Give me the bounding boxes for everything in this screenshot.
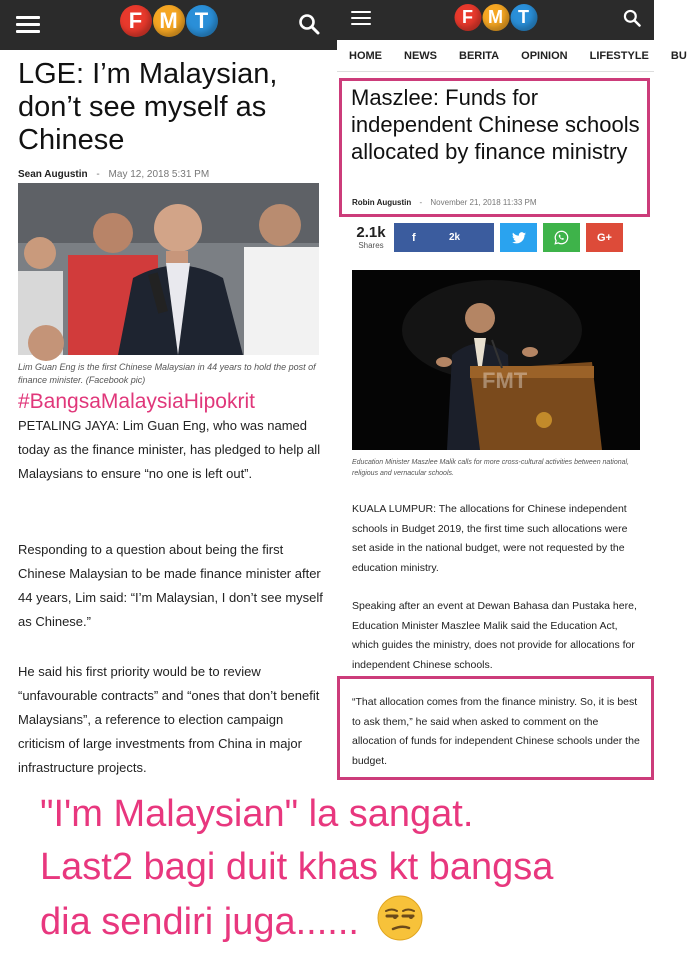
article-paragraph: PETALING JAYA: Lim Guan Eng, who was named today as the finance minister, has pledged to help all Malaysians to ensure “no one is left out”. — [18, 418, 321, 481]
right-article-screenshot — [337, 0, 687, 782]
facebook-icon: f — [412, 231, 416, 244]
hamburger-menu-icon[interactable] — [16, 16, 40, 34]
author-name[interactable]: Sean Augustin — [18, 169, 88, 180]
byline — [18, 169, 209, 180]
comment-line: "I'm Malaysian" la sangat. — [40, 793, 474, 835]
section-nav — [337, 40, 687, 72]
facebook-share-count: 2k — [449, 232, 461, 243]
comment-line: Last2 bagi duit khas kt bangsa — [40, 846, 554, 888]
nav-lifestyle[interactable]: LIFESTYLE — [589, 49, 649, 62]
article-title[interactable]: Maszlee: Funds for independent Chinese schools allocated by finance ministry — [351, 85, 640, 164]
article-photo — [352, 270, 640, 450]
search-icon[interactable] — [622, 8, 642, 28]
publish-date: May 12, 2018 5:31 PM — [108, 169, 210, 180]
comment-line: dia sendiri juga...... — [40, 901, 359, 943]
article-photo — [18, 183, 319, 355]
nav-opinion[interactable]: OPINION — [521, 49, 568, 62]
googleplus-icon: G+ — [597, 231, 612, 244]
byline — [352, 198, 537, 207]
nav-berita[interactable]: BERITA — [459, 49, 500, 62]
nav-home[interactable]: HOME — [349, 49, 382, 62]
nav-news[interactable]: NEWS — [404, 49, 437, 62]
article-title[interactable]: LGE: I’m Malaysian, don’t see myself as Chinese — [18, 58, 278, 156]
top-bar — [0, 0, 337, 50]
article-paragraph: KUALA LUMPUR: The allocations for Chinese independent schools in Budget 2019, the first time such allocations were set aside in the national budget, were not requested by the education ministry. — [352, 503, 628, 574]
hashtag-overlay: #BangsaMalaysiaHipokrit — [18, 390, 255, 413]
article-paragraph: “That allocation comes from the finance ministry. So, it is best to ask them,” he said when asked to comment on the allocation of funds for independent Chinese schools under the budget. — [352, 696, 640, 767]
byline-separator: - — [96, 169, 100, 180]
publish-date: November 21, 2018 11:33 PM — [430, 198, 537, 207]
whatsapp-share-button[interactable] — [543, 223, 580, 252]
author-name[interactable]: Robin Augustin — [352, 198, 412, 207]
logo-letter: T — [186, 5, 218, 37]
article-paragraph: He said his first priority would be to review “unfavourable contracts” and “ones that don’t benefit Malaysians”, a reference to election campaign criticism of large investments from China in major infrastructure projects. — [18, 664, 320, 775]
whatsapp-icon — [554, 230, 569, 245]
hamburger-menu-icon[interactable] — [351, 11, 371, 29]
photo-caption: Lim Guan Eng is the first Chinese Malaysian in 44 years to hold the post of finance minister. (Facebook pic) — [18, 362, 316, 385]
logo-letter: F — [120, 5, 152, 37]
left-article-screenshot — [0, 0, 337, 782]
fmt-watermark: FMT — [482, 368, 528, 393]
article-paragraph: Responding to a question about being the first Chinese Malaysian to be made finance minister after 44 years, Lim said: “I’m Malaysian, I don’t see myself as Chinese.” — [18, 542, 323, 629]
logo-letter: M — [482, 4, 509, 31]
article-paragraph: Speaking after an event at Dewan Bahasa dan Pustaka here, Education Minister Maszlee Malik said the Education Act, which guides the ministry, does not provide for allocations for independent Chinese schools. — [352, 600, 637, 671]
byline-separator: - — [419, 198, 423, 207]
googleplus-share-button[interactable] — [586, 223, 623, 252]
share-count-label: Shares — [358, 241, 384, 250]
share-count — [352, 225, 390, 250]
fmt-logo[interactable] — [120, 5, 218, 37]
fmt-logo[interactable] — [454, 4, 537, 31]
top-bar — [337, 0, 654, 40]
nav-business[interactable]: BU — [670, 49, 687, 62]
share-count-number: 2.1k — [356, 224, 386, 241]
facebook-share-button[interactable] — [394, 223, 494, 252]
logo-letter: F — [454, 4, 481, 31]
logo-letter: T — [510, 4, 537, 31]
logo-letter: M — [153, 5, 185, 37]
photo-caption: Education Minister Maszlee Malik calls for more cross-cultural activities between national, religious and vernacular schools. — [352, 459, 629, 477]
twitter-share-button[interactable] — [500, 223, 537, 252]
unamused-face-icon — [376, 894, 424, 942]
comment-overlay — [40, 788, 654, 949]
twitter-icon — [512, 232, 526, 244]
search-icon[interactable] — [297, 12, 321, 36]
